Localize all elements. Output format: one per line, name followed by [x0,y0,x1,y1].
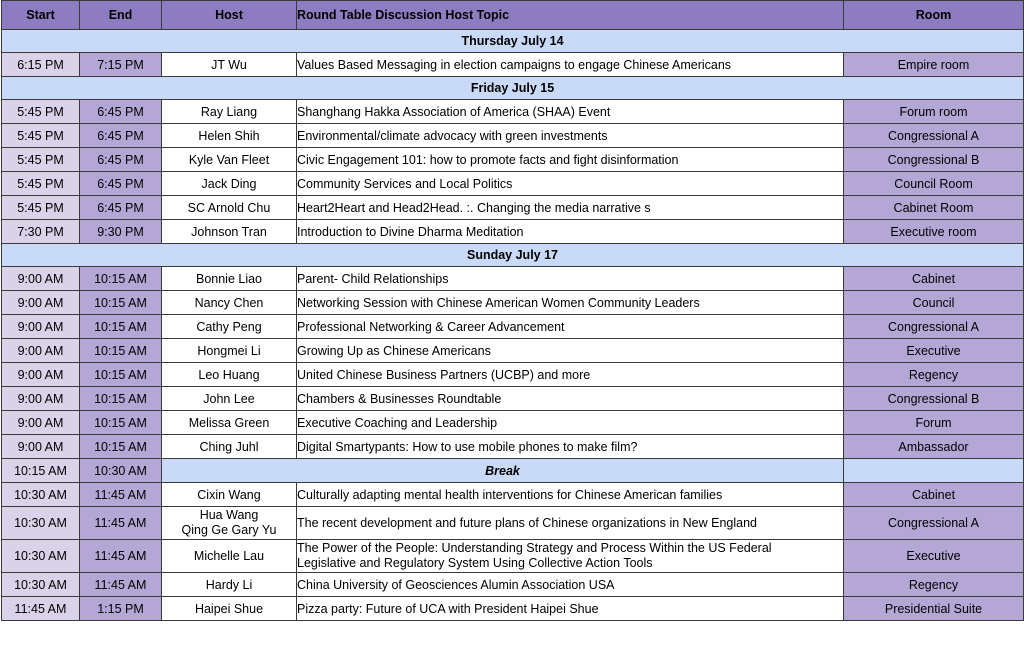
header-topic: Round Table Discussion Host Topic [297,1,844,30]
topic-cell: Parent- Child Relationships [297,267,844,291]
table-row [2,411,1024,435]
start-cell: 5:45 PM [2,196,80,220]
end-cell: 6:45 PM [80,196,162,220]
header-room: Room [844,1,1024,30]
break-room-cell [844,459,1024,483]
table-row [2,363,1024,387]
end-cell: 6:45 PM [80,100,162,124]
start-cell: 6:15 PM [2,53,80,77]
break-label: Break [162,459,844,483]
host-cell: Ching Juhl [162,435,297,459]
table-row [2,435,1024,459]
day-header-friday [2,77,1024,100]
end-cell: 11:45 AM [80,483,162,507]
room-cell: Cabinet [844,483,1024,507]
topic-cell: Networking Session with Chinese American Women Community Leaders [297,291,844,315]
end-cell: 10:15 AM [80,435,162,459]
header-host: Host [162,1,297,30]
start-cell: 9:00 AM [2,363,80,387]
day-header-thursday [2,30,1024,53]
start-cell: 11:45 AM [2,597,80,621]
start-cell: 5:45 PM [2,172,80,196]
start-cell: 9:00 AM [2,339,80,363]
host-cell: Leo Huang [162,363,297,387]
topic-cell [297,540,844,573]
host-cell: Haipei Shue [162,597,297,621]
topic-cell: Digital Smartypants: How to use mobile phones to make film? [297,435,844,459]
start-cell: 10:15 AM [2,459,80,483]
room-cell: Regency [844,363,1024,387]
room-cell: Congressional B [844,148,1024,172]
schedule-table [1,0,1024,621]
end-cell: 1:15 PM [80,597,162,621]
room-cell: Forum room [844,100,1024,124]
table-row [2,597,1024,621]
table-row [2,507,1024,540]
room-cell: Ambassador [844,435,1024,459]
table-row [2,148,1024,172]
host-cell: Johnson Tran [162,220,297,244]
host-cell: Ray Liang [162,100,297,124]
end-cell: 11:45 AM [80,540,162,573]
host-cell: JT Wu [162,53,297,77]
table-row [2,267,1024,291]
room-cell: Executive [844,339,1024,363]
topic-cell: Executive Coaching and Leadership [297,411,844,435]
day-header-sunday [2,244,1024,267]
start-cell: 10:30 AM [2,540,80,573]
host-cell: Cixin Wang [162,483,297,507]
topic-cell: United Chinese Business Partners (UCBP) and more [297,363,844,387]
host-cell: Jack Ding [162,172,297,196]
end-cell: 6:45 PM [80,172,162,196]
day-label: Friday July 15 [2,77,1024,100]
start-cell: 5:45 PM [2,148,80,172]
end-cell: 10:15 AM [80,315,162,339]
topic-cell: Community Services and Local Politics [297,172,844,196]
room-cell: Council [844,291,1024,315]
start-cell: 5:45 PM [2,100,80,124]
topic-cell: Pizza party: Future of UCA with President Haipei Shue [297,597,844,621]
topic-line: Legislative and Regulatory System Using Collective Action Tools [297,556,653,570]
topic-cell: Chambers & Businesses Roundtable [297,387,844,411]
table-row [2,573,1024,597]
topic-cell: Values Based Messaging in election campaigns to engage Chinese Americans [297,53,844,77]
table-row [2,339,1024,363]
start-cell: 10:30 AM [2,483,80,507]
host-cell: John Lee [162,387,297,411]
room-cell: Presidential Suite [844,597,1024,621]
end-cell: 10:15 AM [80,291,162,315]
host-cell: Melissa Green [162,411,297,435]
end-cell: 9:30 PM [80,220,162,244]
start-cell: 9:00 AM [2,315,80,339]
table-row [2,315,1024,339]
end-cell: 10:15 AM [80,387,162,411]
host-cell: Michelle Lau [162,540,297,573]
table-row [2,100,1024,124]
start-cell: 10:30 AM [2,573,80,597]
start-cell: 5:45 PM [2,124,80,148]
start-cell: 9:00 AM [2,291,80,315]
host-cell: Nancy Chen [162,291,297,315]
break-row [2,459,1024,483]
room-cell: Congressional A [844,124,1024,148]
room-cell: Executive room [844,220,1024,244]
start-cell: 9:00 AM [2,411,80,435]
end-cell: 10:15 AM [80,267,162,291]
room-cell: Congressional B [844,387,1024,411]
end-cell: 11:45 AM [80,507,162,540]
room-cell: Council Room [844,172,1024,196]
host-cell [162,507,297,540]
room-cell: Executive [844,540,1024,573]
table-row [2,387,1024,411]
table-row [2,540,1024,573]
start-cell: 10:30 AM [2,507,80,540]
end-cell: 10:15 AM [80,339,162,363]
host-cell: Helen Shih [162,124,297,148]
end-cell: 6:45 PM [80,148,162,172]
table-row [2,124,1024,148]
end-cell: 7:15 PM [80,53,162,77]
topic-cell: Environmental/climate advocacy with green investments [297,124,844,148]
day-label: Sunday July 17 [2,244,1024,267]
end-cell: 11:45 AM [80,573,162,597]
topic-cell: Civic Engagement 101: how to promote facts and fight disinformation [297,148,844,172]
day-label: Thursday July 14 [2,30,1024,53]
table-row [2,53,1024,77]
topic-cell: Shanghang Hakka Association of America (SHAA) Event [297,100,844,124]
start-cell: 9:00 AM [2,435,80,459]
host-cell: Cathy Peng [162,315,297,339]
end-cell: 6:45 PM [80,124,162,148]
topic-cell: Professional Networking & Career Advancement [297,315,844,339]
table-row [2,291,1024,315]
end-cell: 10:30 AM [80,459,162,483]
topic-cell: Culturally adapting mental health interventions for Chinese American families [297,483,844,507]
room-cell: Congressional A [844,507,1024,540]
room-cell: Regency [844,573,1024,597]
host-line: Qing Ge Gary Yu [181,523,277,537]
start-cell: 9:00 AM [2,267,80,291]
header-end: End [80,1,162,30]
start-cell: 9:00 AM [2,387,80,411]
start-cell: 7:30 PM [2,220,80,244]
room-cell: Cabinet Room [844,196,1024,220]
room-cell: Congressional A [844,315,1024,339]
header-start: Start [2,1,80,30]
host-line: Hua Wang [199,508,259,522]
topic-cell: Heart2Heart and Head2Head. :. Changing the media narrative s [297,196,844,220]
room-cell: Forum [844,411,1024,435]
topic-line: The Power of the People: Understanding Strategy and Process Within the US Federal [297,541,772,555]
table-row [2,220,1024,244]
topic-cell: Growing Up as Chinese Americans [297,339,844,363]
room-cell: Cabinet [844,267,1024,291]
host-cell: Bonnie Liao [162,267,297,291]
topic-cell: Introduction to Divine Dharma Meditation [297,220,844,244]
host-cell: SC Arnold Chu [162,196,297,220]
room-cell: Empire room [844,53,1024,77]
topic-cell: China University of Geosciences Alumin Association USA [297,573,844,597]
host-cell: Hongmei Li [162,339,297,363]
host-cell: Kyle Van Fleet [162,148,297,172]
table-row [2,172,1024,196]
host-cell: Hardy Li [162,573,297,597]
header-row [2,1,1024,30]
end-cell: 10:15 AM [80,411,162,435]
end-cell: 10:15 AM [80,363,162,387]
table-row [2,196,1024,220]
topic-cell: The recent development and future plans of Chinese organizations in New England [297,507,844,540]
table-row [2,483,1024,507]
